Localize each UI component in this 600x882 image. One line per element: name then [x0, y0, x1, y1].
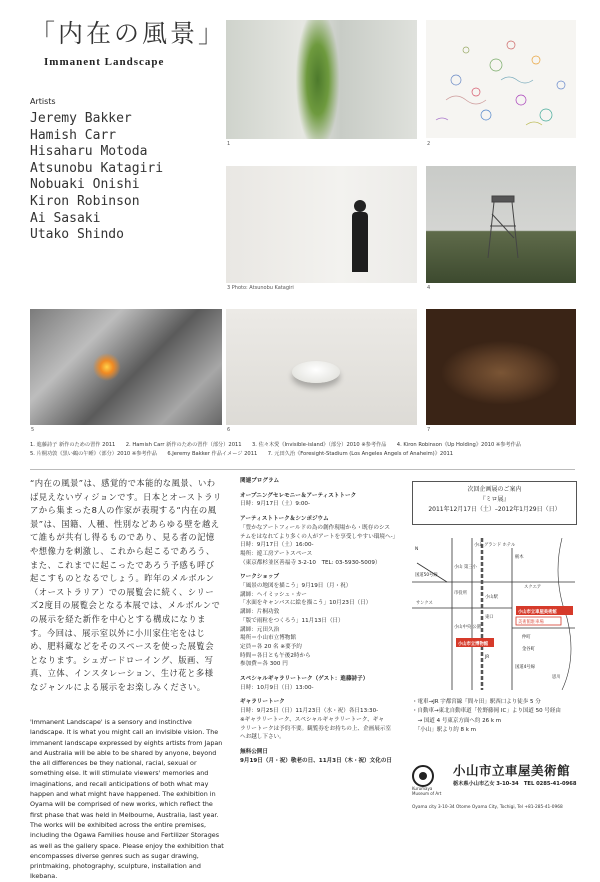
artist-name: Hamish Carr — [30, 127, 117, 143]
map-label-sunkus: サンクス — [416, 601, 433, 606]
description-english: 'Immanent Landscape' is a sensory and instinctive landscape. It is what you might call an invisible vision. The immanent landscape expressed by eights artists from Japan and Australia will be able to be shared by anyone, beyond the all differences be they national, racial, sexual or something else. It will stimulate viewers' memories and imaginations, and recall anticipations of both what may happen and what might have happened. The exhibition in Oyama will be comprised of new works, which reflect the first phase that was held in Melbourne, Australia, last year. The works will be exhibited across the entire premises, including the Ogawa Families house and Fertilizer Storages as well as the gallery space. Please enjoy the exhibition that encompasses diverse genres such as sugar drawing, printmaking, photography, sculpture, installation and Ikebana. — [30, 718, 224, 881]
symposium-line: （東京都杉並区善福寺 3-2-10 TEL: 03-5930-5009） — [240, 559, 381, 566]
workshop-line: 講師：片桐功敦 — [240, 609, 280, 616]
photo-number: 7 — [427, 427, 431, 433]
program-heading: 関連プログラム — [240, 478, 280, 484]
artist-name: Nobuaki Onishi — [30, 177, 140, 193]
photo-7-stadium — [426, 309, 576, 425]
photo-3-installation — [226, 166, 417, 283]
next-exhibition-heading: 次回企画展のご案内 — [467, 486, 522, 493]
access-line: 「小山」駅より約 8 k m — [412, 726, 477, 733]
gallery-talk-title: ギャラリートーク — [240, 699, 285, 706]
map-label-city-hall: 市役所 — [454, 591, 467, 596]
photo-5-fire — [30, 309, 222, 425]
gallery-talk-line: へお越し下さい。 — [240, 734, 285, 741]
workshop-line: 講師：元田久治 — [240, 626, 280, 633]
museum-tel: TEL 0285-41-0968 — [523, 781, 577, 787]
photo-number: 4 — [427, 285, 431, 291]
symposium-line: 「豊かなアートフィールドの為の創作現場から・既存のシス — [240, 524, 390, 531]
next-exhibition-box — [412, 481, 577, 525]
map-label-museum: 小山市立車屋美術館 — [518, 610, 557, 615]
special-talk-title: スペシャルギャラリートーク（ゲスト：進藤詩子） — [240, 676, 369, 683]
related-programs — [240, 477, 412, 765]
photo-credits — [30, 441, 575, 458]
map-label-station: 小山駅 — [485, 595, 498, 600]
artist-name: Hisaharu Motoda — [30, 144, 148, 160]
museum-address — [453, 781, 576, 789]
free-day-dates: 9月19日（月・祝）敬老の日、11月3日（木・祝）文化の日 — [240, 757, 393, 764]
map-label-east-exit: 東口 — [485, 615, 494, 620]
map-label-parking: 美術館駐車場 — [518, 620, 544, 625]
access-info — [412, 698, 575, 735]
photo-caption: 3 Photo: Atsunobu Katagiri — [227, 285, 294, 291]
map-label-river: 思川 — [552, 675, 561, 680]
artist-name: Jeremy Bakker — [30, 111, 132, 126]
doodle-pattern — [426, 20, 576, 138]
museum-address-line: 栃木県小山市乙女 3-10-34 — [453, 781, 519, 787]
map-label-park: 小山中央 公園 — [454, 625, 482, 630]
artist-name: Utako Shindo — [30, 227, 124, 243]
workshop-line: 「版で雨粒をつくろう」11月13日（日） — [240, 617, 344, 624]
map-label-hakubutsukan: 小山市立博物館 — [458, 642, 489, 647]
opening-title: オープニングセレモニー＆アーティストトーク — [240, 492, 357, 499]
artist-name: Kiron Robinson — [30, 193, 140, 209]
next-exhibition-dates: 2011年12月17日（土）–2012年1月29日（日） — [428, 506, 561, 513]
symposium-line: 日時：9月17日（土）16:00- — [240, 542, 314, 549]
access-line: ・電車→JR 宇都宮線「間々田」駅西口より徒歩 5 分 — [412, 699, 541, 705]
map-label-nakamachi: 仲町 — [522, 635, 531, 640]
workshop-line: 定員＝各 20 名 ※要予約 — [240, 643, 302, 650]
museum-logo-icon — [412, 765, 434, 787]
museum-address-english: Oyama city 3-10-34 Otome Oyama City, Tochigi, Tel +81-285-41-0968 — [412, 805, 563, 810]
workshop-line: 「風景の地図を描こう」9月19日（月・祝） — [240, 583, 352, 590]
symposium-title: アーティストトーク＆シンポジウム — [240, 516, 329, 523]
photo-4-tower — [426, 166, 576, 283]
workshop-line: 参加費＝各 300 円 — [240, 661, 288, 668]
map-label-tochigi: 栃木 — [515, 555, 524, 560]
opening-date: 日時：9月17日（土）9:00- — [240, 501, 311, 508]
museum-english-name: Kurumaya Museum of Art — [412, 786, 442, 796]
map-label-north: N — [415, 547, 419, 552]
credit-line: 1. 進藤詩子 新作のための習作 2011 2. Hamish Carr 新作のための習作（部分）2011 3. 佐々木愛《Invisible-island》（部分）2010 ※参考作品 4. Kiron Robinson《Up Holding》2010 ※参考作品 — [30, 442, 521, 448]
map-label-route4: 国道4号線 — [515, 665, 535, 670]
artist-name: Atsunobu Katagiri — [30, 160, 164, 176]
credit-line: 5. 片桐功敦《黒い鶴の午睡》（部分）2010 ※参考作品 6.Jeremy Bakker 作品イメージ 2011 7. 元田久治《Foresight-Stadium (Los Angeles Angels of Anaheim)》2011 — [30, 450, 454, 457]
map-label-square: スクエア — [524, 585, 542, 590]
title-english: Immanent Landscape — [44, 56, 165, 68]
artists-heading: Artists — [30, 97, 56, 106]
map-label-hotel: 小山 グランド ホテル — [474, 543, 516, 548]
photo-number: 5 — [31, 427, 35, 433]
symposium-line: 場所：遊工房アートスペース — [240, 550, 313, 557]
workshop-line: 時間＝各日とも午後2時から — [240, 652, 311, 659]
title-japanese: 「内在の風景」 — [30, 19, 227, 48]
map-label-route50: 国道50号線 — [415, 573, 438, 578]
next-exhibition-name: 『ミロ展』 — [479, 496, 510, 503]
tower-shape — [426, 166, 576, 283]
symposium-line: テムをはなれてより多くの人がアートを享受しやすい環境へ-」 — [240, 533, 399, 540]
access-line: ・自動車→東北自動車道「佐野藤岡 IC」より国道 50 号経由 — [412, 708, 561, 715]
access-map — [412, 538, 575, 690]
free-day-title: 無料公開日 — [240, 748, 268, 755]
gallery-talk-line: ※ギャラリートーク、スペシャルギャラリートーク、ギャ — [240, 716, 384, 723]
workshop-line: 場所＝小山市立博物館 — [240, 635, 296, 642]
map-label-school: 小山 第三小 — [454, 565, 477, 570]
photo-number: 1 — [227, 141, 231, 147]
access-line: → 国道 4 号東京方面へ約 26 k m — [412, 717, 502, 724]
gallery-talk-line: ラリートークは予約不要。観覧券をお持ちの上、企画展示室 — [240, 725, 392, 732]
artist-list — [30, 111, 163, 244]
photo-2-drawing — [426, 20, 576, 138]
photo-number: 2 — [427, 141, 431, 147]
photo-number: 6 — [227, 427, 231, 433]
special-talk-date: 日時：10月9日（日）13:00- — [240, 684, 314, 691]
workshop-line: 講師：ヘイミッシュ・カー — [240, 591, 307, 598]
description-japanese: “内在の風景”は、感覚的で本能的な風景、いわば見えないヴィジョンです。日本とオーストラリアから集まった8人の作家が表現する“内在の風景”は、国籍、人種、性別などあらゆる壁を越えて誰もが共有し得るものであり、見る者の記憶や想像力を刺激し、これから起こるであろう、また、これまでに起こったであろう予感も呼び起こすものとなるでしょう。昨年のメルボルン（オーストラリア）での展覧会に続く、シリーズ2度目の展覧会となる本展では、メルボルンでの展示を経た新作を中心とする構成になります。今回は、展示室以外に小川家住宅をはじめ、肥料蔵などをそのスペースを使った展覧会となります。シュガードローイング、版画、写真、立体、インスタレーション、生け花と多様なジャンルによる展示をお楽しみください。 — [30, 478, 222, 692]
workshop-line: 「水面をキャンバスに絵を描こう」10月23日（日） — [240, 600, 372, 607]
map-label-kanamachi: 金谷町 — [522, 647, 535, 652]
divider — [30, 469, 575, 470]
photo-1-moss — [226, 20, 417, 139]
artist-name: Ai Sasaki — [30, 210, 101, 226]
museum-name: 小山市立車屋美術館 — [453, 763, 571, 778]
workshop-title: ワークショップ — [240, 574, 280, 581]
photo-6-stone — [226, 309, 417, 425]
map-label-jr: JR — [485, 655, 490, 660]
gallery-talk-line: 日時：9月25日（日）11月23日（水・祝）各日13:30- — [240, 708, 379, 715]
